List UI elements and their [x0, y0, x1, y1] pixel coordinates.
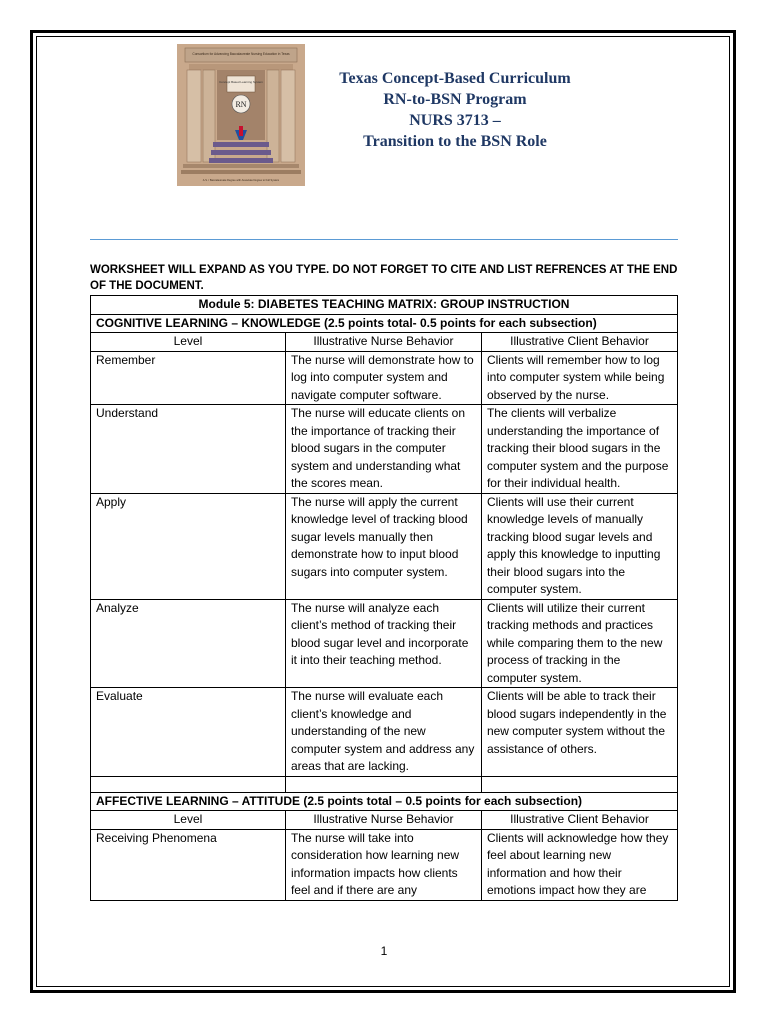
- section-heading-affective: AFFECTIVE LEARNING – ATTITUDE (2.5 points total – 0.5 points for each subsection): [91, 792, 678, 811]
- column-header-row: [91, 811, 678, 830]
- blank-cell: [285, 776, 481, 792]
- client-behavior-cell: Clients will use their current knowledge levels of manually tracking blood sugar levels and apply this knowledge to inputting their blood sugars into the computer system.: [481, 493, 677, 599]
- table-row: [91, 829, 678, 900]
- blank-row: [91, 776, 678, 792]
- column-header-nurse: Illustrative Nurse Behavior: [285, 333, 481, 352]
- column-header-client: Illustrative Client Behavior: [481, 333, 677, 352]
- nurse-behavior-cell: The nurse will take into consideration how learning new information impacts how clients feel and if there are any: [285, 829, 481, 900]
- table-title-row: [91, 296, 678, 315]
- logo-caption-center: Concept Based Learning System: [219, 80, 263, 84]
- title-line: RN-to-BSN Program: [383, 91, 527, 108]
- column-header-level: Level: [91, 333, 286, 352]
- logo-caption-top: Consortium for Advancing Baccalaureate Nursing Education in Texas: [192, 52, 290, 56]
- table-row: [91, 405, 678, 494]
- table-row: [91, 688, 678, 777]
- nurse-behavior-cell: The nurse will apply the current knowledge level of tracking blood sugar levels manually then demonstrate how to input blood sugars into computer system.: [285, 493, 481, 599]
- column-header-nurse: Illustrative Nurse Behavior: [285, 811, 481, 830]
- header-divider: [90, 239, 678, 240]
- table-row: [91, 351, 678, 405]
- table-title: Module 5: DIABETES TEACHING MATRIX: GROUP INSTRUCTION: [91, 296, 678, 315]
- client-behavior-cell: The clients will verbalize understanding the importance of tracking their blood sugars in the computer system and the purpose for their individual health.: [481, 405, 677, 494]
- table-row: [91, 599, 678, 688]
- document-title: [300, 68, 610, 152]
- column-header-row: [91, 333, 678, 352]
- level-cell: Analyze: [91, 599, 286, 688]
- level-cell: Apply: [91, 493, 286, 599]
- nurse-behavior-cell: The nurse will analyze each client’s method of tracking their blood sugar level and incorporate it into their teaching method.: [285, 599, 481, 688]
- level-cell: Receiving Phenomena: [91, 829, 286, 900]
- nurse-behavior-cell: The nurse will evaluate each client’s knowledge and understanding of the new computer system and address any areas that are lacking.: [285, 688, 481, 777]
- level-cell: Remember: [91, 351, 286, 405]
- blank-cell: [481, 776, 677, 792]
- nurse-behavior-cell: The nurse will educate clients on the importance of tracking their blood sugars in the computer system and understanding what the scores mean.: [285, 405, 481, 494]
- title-line: Transition to the BSN Role: [363, 133, 547, 150]
- teaching-matrix-table: [90, 295, 678, 901]
- client-behavior-cell: Clients will acknowledge how they feel about learning new information and how their emotions impact how they are: [481, 829, 677, 900]
- client-behavior-cell: Clients will utilize their current tracking methods and practices while comparing them to the new process of tracking in the computer system.: [481, 599, 677, 688]
- worksheet-notice: WORKSHEET WILL EXPAND AS YOU TYPE. DO NOT FORGET TO CITE AND LIST REFRENCES AT THE END OF THE DOCUMENT.: [90, 264, 678, 292]
- client-behavior-cell: Clients will remember how to log into computer system while being observed by the nurse.: [481, 351, 677, 405]
- logo-rn-emblem: RN: [235, 100, 247, 109]
- level-cell: Evaluate: [91, 688, 286, 777]
- level-cell: Understand: [91, 405, 286, 494]
- logo-caption-bottom: A.S. / Baccalaureate Degree with Associate Degree to Full System: [202, 179, 280, 182]
- column-header-client: Illustrative Client Behavior: [481, 811, 677, 830]
- title-line: NURS 3713 –: [409, 112, 501, 129]
- section-heading-cognitive: COGNITIVE LEARNING – KNOWLEDGE (2.5 points total- 0.5 points for each subsection): [91, 314, 678, 333]
- column-header-level: Level: [91, 811, 286, 830]
- title-line: Texas Concept-Based Curriculum: [339, 70, 571, 87]
- page-number: 1: [380, 944, 388, 958]
- nurse-behavior-cell: The nurse will demonstrate how to log into computer system and navigate computer software.: [285, 351, 481, 405]
- section-heading-row: [91, 792, 678, 811]
- blank-cell: [91, 776, 286, 792]
- client-behavior-cell: Clients will be able to track their blood sugars independently in the new computer system without the assistance of others.: [481, 688, 677, 777]
- section-heading-row: [91, 314, 678, 333]
- table-row: [91, 493, 678, 599]
- curriculum-logo: [177, 44, 305, 186]
